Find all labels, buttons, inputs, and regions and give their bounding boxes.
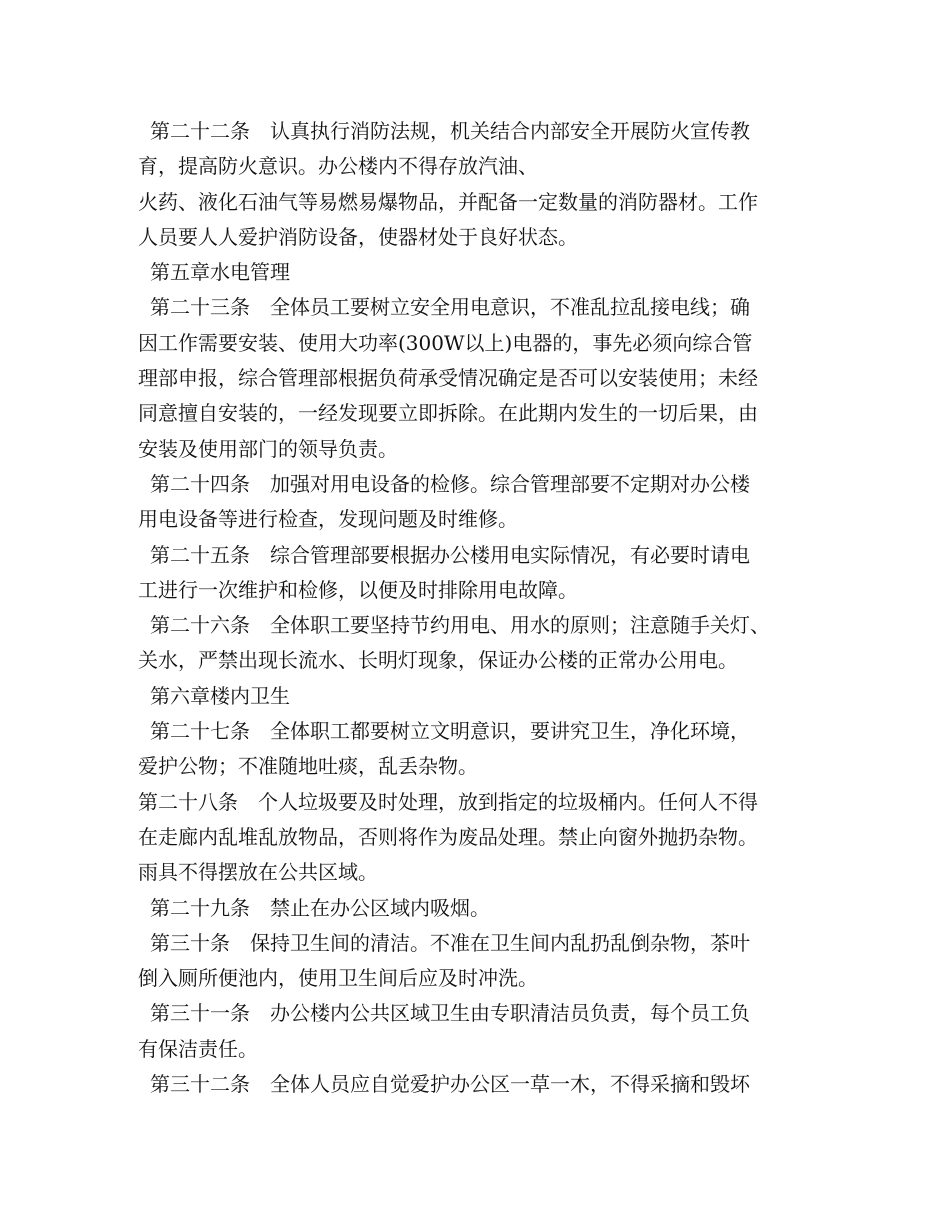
text-line: 人员要人人爱护消防设备，使器材处于良好状态。 <box>138 224 578 249</box>
text-line: 火药、液化石油气等易燃易爆物品，并配备一定数量的消防器材。工作 <box>138 189 758 214</box>
text-line: 理部申报，综合管理部根据负荷承受情况确定是否可以安装使用；未经 <box>138 366 758 391</box>
text-line: 关水，严禁出现长流水、长明灯现象，保证办公楼的正常办公用电。 <box>138 648 738 673</box>
chapter-heading: 第六章楼内卫生 <box>150 683 290 708</box>
text-line: 工进行一次维护和检修，以便及时排除用电故障。 <box>138 577 578 602</box>
text-line: 倒入厕所便池内，使用卫生间后应及时冲洗。 <box>138 966 538 991</box>
chapter-heading: 第五章水电管理 <box>150 260 290 285</box>
text-line: 育，提高防火意识。办公楼内不得存放汽油、 <box>138 154 538 179</box>
text-line: 第二十三条 全体员工要树立安全用电意识，不准乱拉乱接电线；确 <box>150 295 750 320</box>
text-line: 第二十七条 全体职工都要树立文明意识，要讲究卫生，净化环境， <box>150 719 750 744</box>
text-line: 用电设备等进行检查，发现问题及时维修。 <box>138 507 518 532</box>
text-line: 第二十八条 个人垃圾要及时处理，放到指定的垃圾桶内。任何人不得 <box>138 789 758 814</box>
text-line: 第二十四条 加强对用电设备的检修。综合管理部要不定期对办公楼 <box>150 471 750 496</box>
text-line: 在走廊内乱堆乱放物品，否则将作为废品处理。禁止向窗外抛扔杂物。 <box>138 824 758 849</box>
document-body <box>138 114 828 1102</box>
text-line: 第二十五条 综合管理部要根据办公楼用电实际情况，有必要时请电 <box>150 542 750 567</box>
text-line: 有保洁责任。 <box>138 1036 258 1061</box>
text-line: 第二十二条 认真执行消防法规，机关结合内部安全开展防火宣传教 <box>150 119 750 143</box>
text-line: 第二十六条 全体职工要坚持节约用电、用水的原则；注意随手关灯、 <box>150 613 770 638</box>
text-line: 第三十一条 办公楼内公共区域卫生由专职清洁员负责，每个员工负 <box>150 1001 750 1026</box>
text-line: 同意擅自安装的，一经发现要立即拆除。在此期内发生的一切后果，由 <box>138 401 758 426</box>
text-line: 第三十条 保持卫生间的清洁。不准在卫生间内乱扔乱倒杂物，茶叶 <box>150 930 750 955</box>
text-line: 因工作需要安装、使用大功率(300W以上)电器的，事先必须向综合管 <box>138 330 753 355</box>
text-line: 第二十九条 禁止在办公区域内吸烟。 <box>150 895 490 920</box>
text-line: 第三十二条 全体人员应自觉爱护办公区一草一木，不得采摘和毁坏 <box>150 1072 750 1097</box>
text-line: 雨具不得摆放在公共区域。 <box>138 860 378 885</box>
text-line: 安装及使用部门的领导负责。 <box>138 436 398 461</box>
text-line: 爱护公物；不准随地吐痰，乱丢杂物。 <box>138 754 478 779</box>
